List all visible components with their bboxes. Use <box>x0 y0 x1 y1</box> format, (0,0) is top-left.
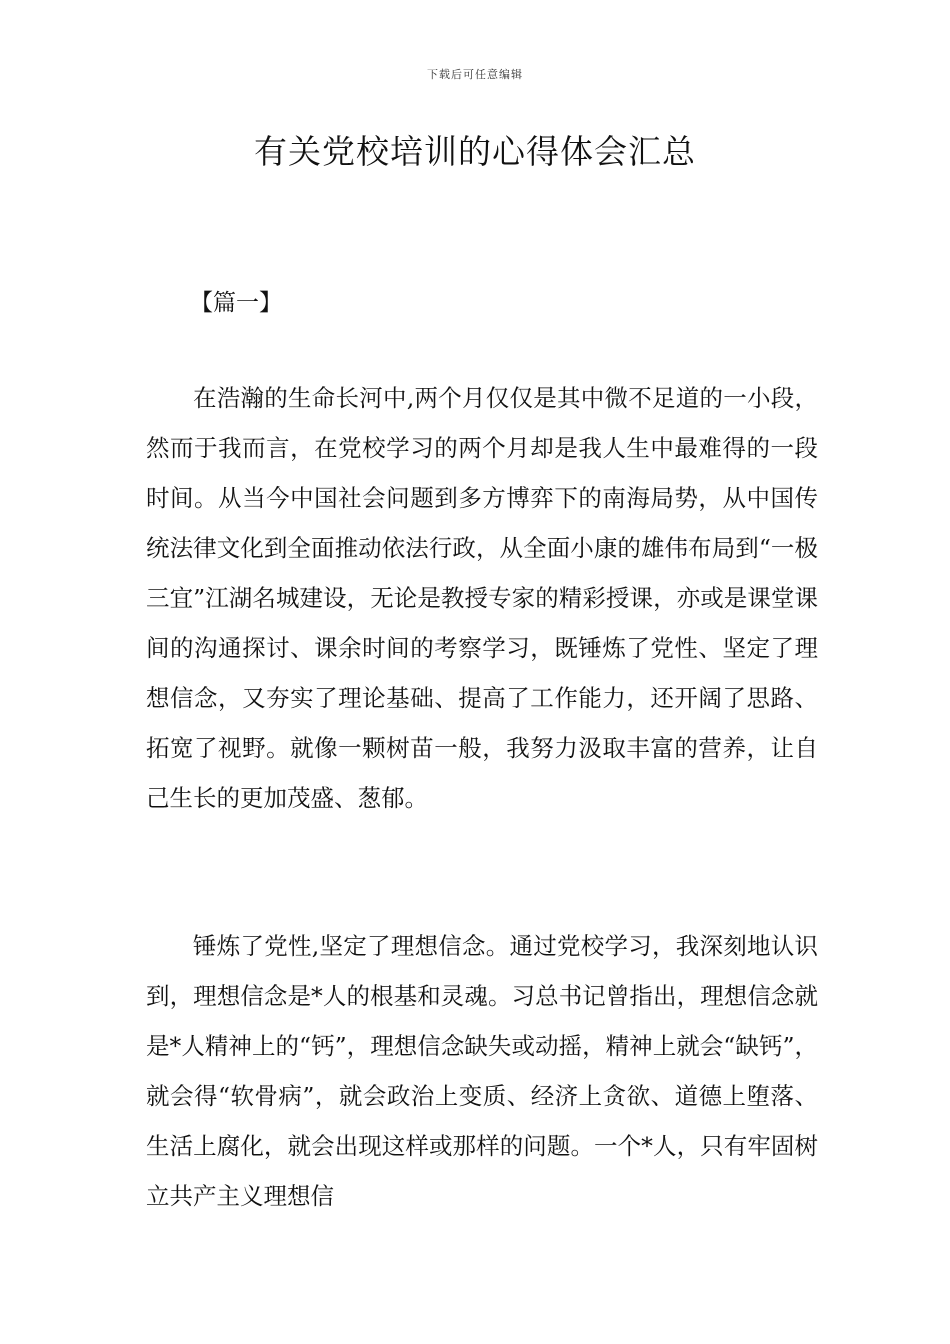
section-heading: 【篇一】 <box>190 290 282 316</box>
body-paragraph-2: 锤炼了党性,坚定了理想信念。通过党校学习，我深刻地认识到，理想信念是*人的根基和灵魂。习总书记曾指出，理想信念就是*人精神上的“钙”，理想信念缺失或动摇，精神上就会“缺钙”，就会得“软骨病”，就会政治上变质、经济上贪欲、道德上堕落、生活上腐化，就会出现这样或那样的问题。一个*人，只有牢固树立共产主义理想信 <box>146 932 818 1210</box>
document-title: 有关党校培训的心得体会汇总 <box>254 132 696 171</box>
body-paragraph-1: 在浩瀚的生命长河中,两个月仅仅是其中微不足道的一小段，然而于我而言，在党校学习的两个月却是我人生中最难得的一段时间。从当今中国社会问题到多方博弈下的南海局势，从中国传统法律文化到全面推动依法行政，从全面小康的雄伟布局到“一极三宜”江湖名城建设，无论是教授专家的精彩授课，亦或是课堂课间的沟通探讨、课余时间的考察学习，既锤炼了党性、坚定了理想信念，又夯实了理论基础、提高了工作能力，还开阔了思路、拓宽了视野。就像一颗树苗一般，我努力汲取丰富的营养，让自己生长的更加茂盛、葱郁。 <box>146 384 818 812</box>
header-note: 下载后可任意编辑 <box>427 68 523 81</box>
